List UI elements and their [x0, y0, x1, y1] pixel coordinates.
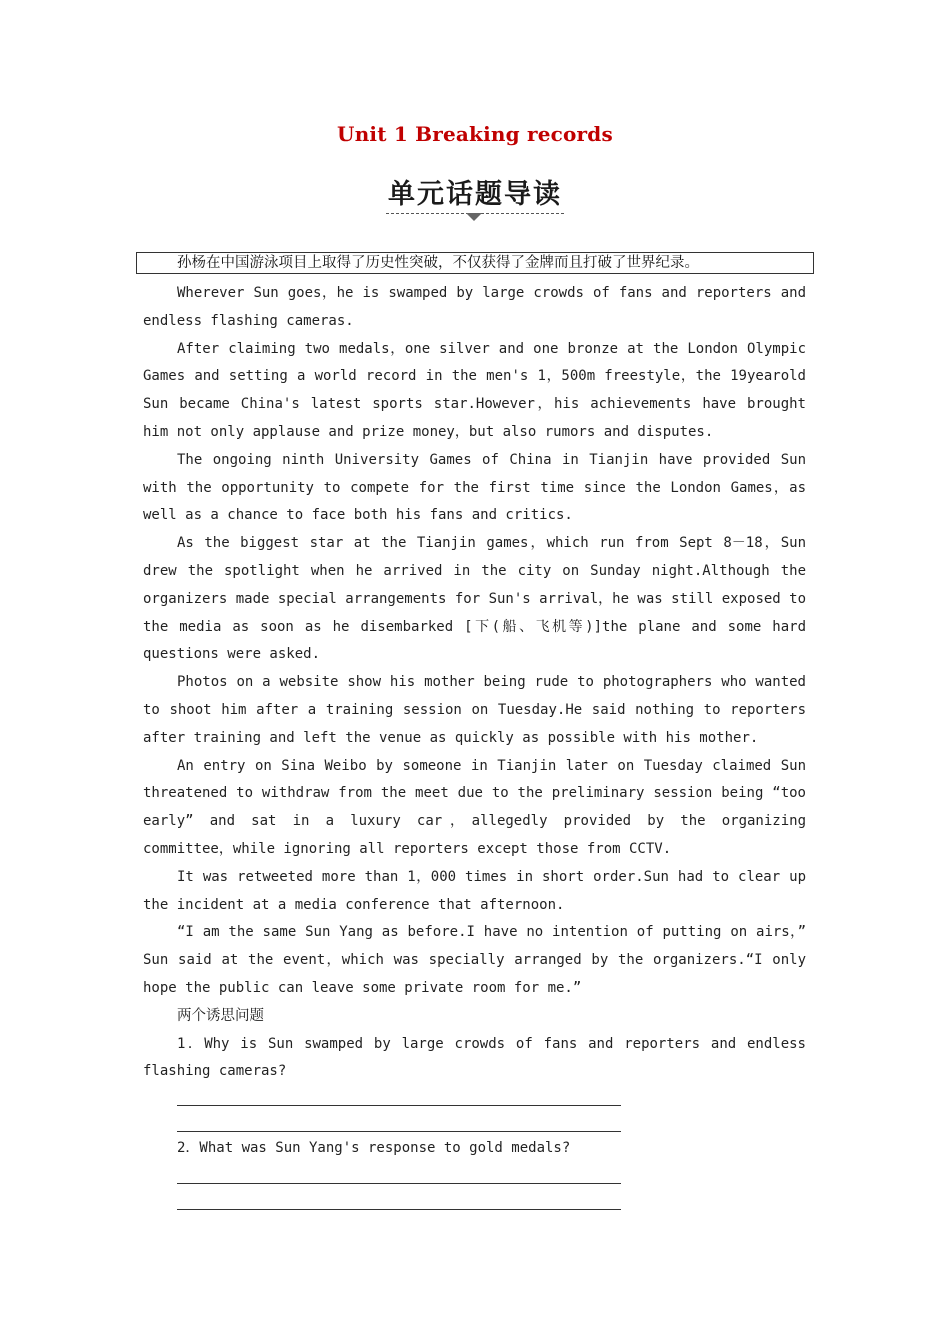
paragraph-6: An entry on Sina Weibo by someone in Tianjin later on Tuesday claimed Sun threatened to withdraw from the meet due to the preliminary session being “too early” and sat in a luxury car，allegedly provided by the organizing committee，while ignoring all reporters except those from CCTV.: [143, 757, 806, 857]
summary-box: 孙杨在中国游泳项目上取得了历史性突破，不仅获得了金牌而且打破了世界纪录。: [136, 252, 814, 274]
section-heading: [0, 178, 950, 214]
section-title: 单元话题导读: [386, 178, 564, 214]
questions-heading: 两个诱思问题: [177, 1007, 264, 1024]
paragraph-3: The ongoing ninth University Games of China in Tianjin have provided Sun with the opportunity to compete for the first time since the London Games，as well as a chance to face both his fans and critics.: [143, 451, 806, 524]
paragraph-8: “I am the same Sun Yang as before.I have no intention of putting on airs，” Sun said at the event，which was specially arranged by the organizers.“I only hope the public can leave some private room for me.”: [143, 924, 806, 996]
paragraph-7: It was retweeted more than 1，000 times in short order.Sun had to clear up the incident at a media conference that afternoon.: [143, 868, 806, 913]
unit-title: Unit 1 Breaking records: [337, 122, 613, 146]
answer-line-2b[interactable]: [177, 1209, 621, 1210]
answer-line-1a[interactable]: [177, 1105, 621, 1106]
question-1: 1．Why is Sun swamped by large crowds of fans and reporters and endless flashing cameras?: [143, 1035, 806, 1080]
paragraph-1: Wherever Sun goes，he is swamped by large crowds of fans and reporters and endless flashing cameras.: [143, 285, 806, 329]
question-2: 2．What was Sun Yang's response to gold medals?: [177, 1140, 571, 1156]
triangle-marker-icon: [466, 213, 482, 221]
paragraph-5: Photos on a website show his mother being rude to photographers who wanted to shoot him after a training session on Tuesday.He said nothing to reporters after training and left the venue as quickly as possible with his mother.: [143, 674, 806, 746]
answer-line-2a[interactable]: [177, 1183, 621, 1184]
article-body: [143, 280, 806, 1086]
paragraph-4: As the biggest star at the Tianjin games，which run from Sept 8－18，Sun drew the spotlight when he arrived in the city on Sunday night.Although the organizers made special arrangements for Sun's arrival，he was still exposed to the media as soon as he disembarked [下(船、飞机等)]the plane and some hard questions were asked.: [143, 535, 807, 663]
paragraph-2: After claiming two medals，one silver and one bronze at the London Olympic Games and setting a world record in the men's 1，500m freestyle，the 19yearold Sun became China's latest sports star.However，his achievements have brought him not only applause and prize money，but also rumors and disputes.: [143, 340, 806, 440]
answer-line-1b[interactable]: [177, 1131, 621, 1132]
